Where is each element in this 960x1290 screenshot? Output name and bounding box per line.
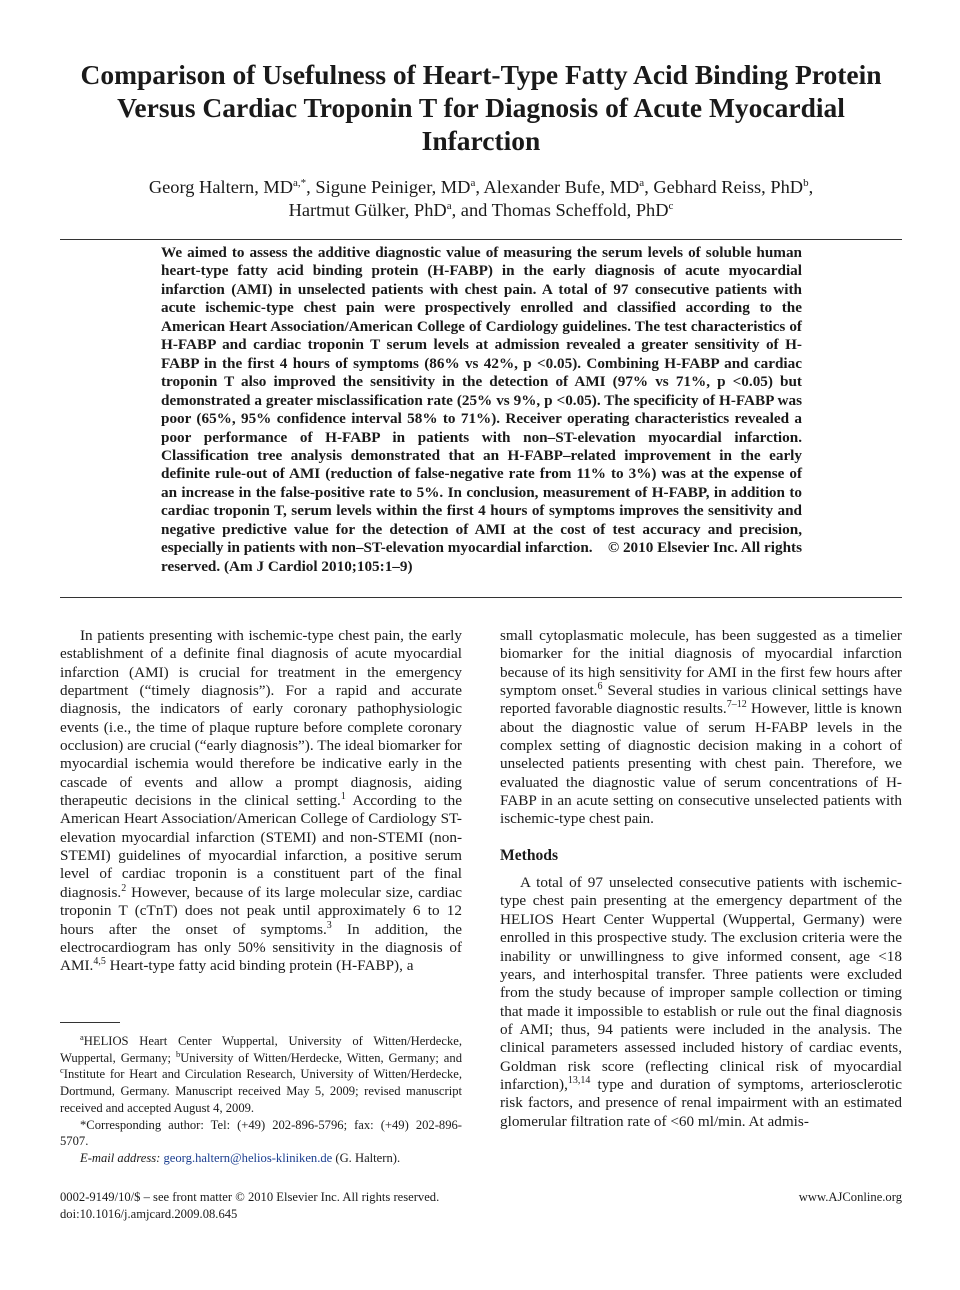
author-separator: , bbox=[306, 177, 316, 197]
author-name: Thomas Scheffold, PhD bbox=[491, 200, 669, 220]
intro-paragraph bbox=[60, 627, 462, 976]
abstract-top-rule bbox=[60, 239, 902, 240]
footnote-rule bbox=[60, 1022, 120, 1023]
author-affiliation-sup: a bbox=[446, 200, 452, 212]
text-run: University of Witten/Herdecke, Witten, Germany; and bbox=[180, 1050, 462, 1065]
affiliation-sup: c bbox=[60, 1065, 64, 1076]
text-run: A total of 97 unselected consecutive patients with ischemic-type chest pain presenting at the emergency department of the HELIOS Heart Center Wuppertal (Wuppertal, Germany) were enrolled in this prospective study. The exclusion criteria were the inability or unwillingness to give informed consent, age <18 years, and interhospital transfer. Three patients were excluded from the study because of improper sample collection or timing that made it impossible to establish or rule out the final diagnosis of AMI; thus, 94 patients were included in the analysis. The clinical parameters assessed included history of cardiac events, Goldman risk score (reflecting clinical risk of myocardial infarction), bbox=[500, 874, 902, 1093]
text-run: Institute for Heart and Circulation Research, University of Witten/Herdecke, Dortmund, Germany. Manuscript received May 5, 2009; revised manuscript received and accepted August 4, 2009. bbox=[60, 1067, 462, 1115]
abstract-citation: © 2010 Elsevier Inc. All rights reserved. (Am J Cardiol 2010;105:1–9) bbox=[161, 539, 802, 575]
author-affiliation-sup: c bbox=[668, 200, 674, 212]
author-separator: , bbox=[808, 177, 814, 197]
intro-paragraph-continued bbox=[500, 627, 902, 829]
footnotes bbox=[60, 1033, 462, 1167]
section-heading-methods: Methods bbox=[500, 846, 559, 864]
methods-paragraph bbox=[500, 874, 902, 1131]
email-footnote bbox=[60, 1150, 462, 1167]
author-affiliation-sup: a,* bbox=[293, 177, 307, 189]
affiliation-sup: b bbox=[175, 1048, 181, 1059]
corresponding-author-footnote: *Corresponding author: Tel: (+49) 202-896-5796; fax: (+49) 202-896-5707. bbox=[60, 1117, 462, 1149]
text-run: According to the American Heart Association/American College of Cardiology ST-elevation myocardial infarction (STEMI) and non-STEMI (non-STEMI) guidelines of myocardial infarction, a positive serum level of cardiac troponin is a constituent part of the final diagnosis. bbox=[60, 792, 462, 901]
text-run: type and duration of symptoms, arteriosclerotic risk factors, and presence of renal impairment with an estimated glomerular filtration rate of <60 ml/min. At admis- bbox=[500, 1075, 902, 1130]
affiliation-sup: a bbox=[80, 1032, 84, 1042]
reference-sup[interactable]: 4,5 bbox=[93, 956, 106, 968]
reference-sup[interactable]: 2 bbox=[121, 882, 127, 894]
author-affiliation-sup: a bbox=[470, 177, 476, 189]
reference-sup[interactable]: 13,14 bbox=[567, 1074, 591, 1086]
page-footer-left bbox=[60, 1189, 439, 1223]
author-name: Alexander Bufe, MD bbox=[483, 177, 640, 197]
author-separator: , bbox=[644, 177, 654, 197]
reference-sup[interactable]: 6 bbox=[597, 681, 603, 693]
issn-line: 0002-9149/10/$ – see front matter © 2010 Elsevier Inc. All rights reserved. bbox=[60, 1190, 440, 1204]
email-label: E-mail address: bbox=[80, 1150, 161, 1165]
reference-sup[interactable]: 3 bbox=[326, 919, 332, 931]
body-column-right bbox=[500, 627, 902, 1131]
author-affiliation-sup: b bbox=[803, 177, 809, 189]
author-list bbox=[60, 176, 902, 222]
journal-website[interactable]: www.AJConline.org bbox=[798, 1190, 902, 1204]
body-column-left bbox=[60, 627, 462, 976]
abstract-bottom-rule bbox=[60, 597, 902, 598]
author-affiliation-sup: a bbox=[639, 177, 645, 189]
text-run: (G. Haltern). bbox=[332, 1150, 401, 1165]
author-name: Gebhard Reiss, PhD bbox=[653, 177, 804, 197]
reference-sup[interactable]: 1 bbox=[340, 791, 346, 803]
text-run: HELIOS Heart Center Wuppertal, University of Witten/Herdecke, Wuppertal, Germany; bbox=[60, 1034, 462, 1065]
article-title: Comparison of Usefulness of Heart-Type Fatty Acid Binding Protein Versus Cardiac Troponin T for Diagnosis of Acute Myocardial Infarction bbox=[80, 59, 882, 156]
text-run: In addition, the electrocardiogram has only 50% sensitivity in the diagnosis of AMI. bbox=[60, 920, 463, 975]
affiliations-footnote bbox=[60, 1033, 462, 1117]
text-run: However, because of its large molecular size, cardiac troponin T (cTnT) does not peak until approximately 6 to 12 hours after the onset of symptoms. bbox=[60, 883, 462, 938]
author-name: Georg Haltern, MD bbox=[148, 177, 294, 197]
author-separator: , and bbox=[451, 200, 492, 220]
abstract bbox=[161, 244, 802, 576]
author-name: Sigune Peiniger, MD bbox=[315, 177, 471, 197]
text-run: small cytoplasmatic molecule, has been suggested as a timelier biomarker for the initial diagnosis of myocardial infarction because of its high sensitivity for AMI in the first few hours after symptom onset. bbox=[500, 627, 902, 700]
text-run: However, little is known about the diagnostic value of serum H-FABP levels in the complex setting of diagnostic decision making in a cohort of unselected patients presenting with chest pain. Therefore, we evaluated the diagnostic value of serum concentrations of H-FABP in an acute setting on consecutive unselected patients with ischemic-type chest pain. bbox=[500, 700, 903, 828]
text-run: In patients presenting with ischemic-type chest pain, the early establishment of a definite final diagnosis of acute myocardial infarction (AMI) is crucial for treatment in the emergency department (“timely diagnosis”). For a rapid and accurate diagnosis, the indicators of early coronary pathophysiologic events (i.e., the time of plaque rupture before complete coronary occlusion) are crucial (“early diagnosis”). The ideal biomarker for myocardial ischemia would therefore be indicative early in the cascade of events and allow a prompt diagnosis, aiding therapeutic decisions in the clinical setting. bbox=[60, 627, 462, 810]
author-separator: , bbox=[475, 177, 484, 197]
doi-line[interactable]: doi:10.1016/j.amjcard.2009.08.645 bbox=[60, 1207, 238, 1221]
abstract-text: We aimed to assess the additive diagnostic value of measuring the serum levels of soluble human heart-type fatty acid binding protein (H-FABP) in the early diagnosis of acute myocardial infarction (AMI) in unselected patients with chest pain. A total of 97 consecutive patients with acute ischemic-type chest pain were prospectively enrolled and classified according to the American Heart Association/American College of Cardiology guidelines. The test characteristics of H-FABP and cardiac troponin T serum levels at admission revealed a greater sensitivity of H-FABP in the first 4 hours of symptoms (86% vs 42%, p <0.05). Combining H-FABP and cardiac troponin T also improved the sensitivity in the detection of AMI (97% vs 71%, p <0.05) but demonstrated a greater misclassification rate (25% vs 9%, p <0.05). The specificity of H-FABP was poor (65%, 95% confidence interval 58% to 71%). Receiver operating characteristics revealed a poor performance of H-FABP in patients with non–ST-elevation myocardial infarction. Classification tree analysis demonstrated that an H-FABP–related improvement in the early definite rule-out of AMI (reduction of false-negative rate from 11% to 3%) was at the expense of an increase in the false-positive rate to 5%. In conclusion, measurement of H-FABP, in addition to cardiac troponin T, serum levels within the first 4 hours of symptoms improves the sensitivity and negative predictive value for the detection of AMI at the cost of test accuracy and precision, especially in patients with non–ST-elevation myocardial infarction. bbox=[161, 244, 802, 557]
text-run: Heart-type fatty acid binding protein (H-FABP), a bbox=[105, 957, 414, 975]
reference-sup[interactable]: 7–12 bbox=[726, 699, 747, 711]
text-run: Several studies in various clinical settings have reported favorable diagnostic results. bbox=[500, 682, 902, 718]
author-name: Hartmut Gülker, PhD bbox=[288, 200, 447, 220]
email-link[interactable]: georg.haltern@helios-kliniken.de bbox=[163, 1150, 333, 1165]
